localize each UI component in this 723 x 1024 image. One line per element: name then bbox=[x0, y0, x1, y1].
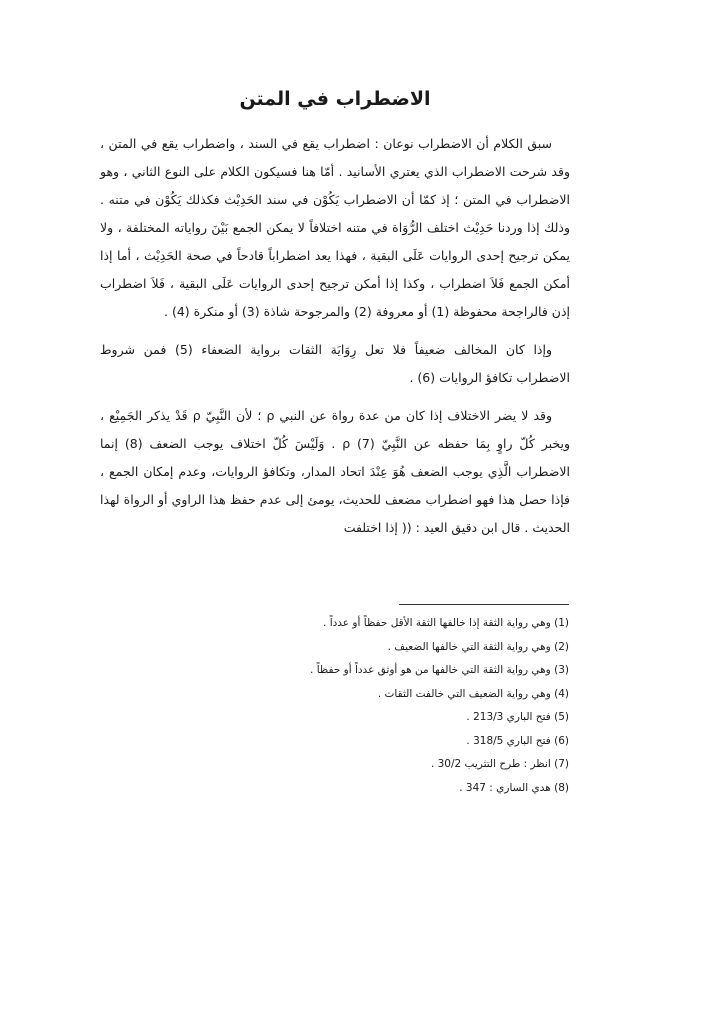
paragraph-2: وإذا كان المخالف ضعيفاً فلا تعل رِوَايَة الثقات برواية الضعفاء (5) فمن شروط الاضطراب تكافؤ الروايات (6) . bbox=[100, 342, 570, 385]
footnote-2: (2) وهي رواية الثقة التي خالفها الضعيف . bbox=[387, 640, 569, 653]
footnote-3: (3) وهي رواية الثقة التي خالفها من هو أوثق عدداً أو حفظاً . bbox=[310, 664, 569, 676]
footnote-8: (8) هدي الساري : 347 . bbox=[459, 781, 569, 794]
paragraph-1: سبق الكلام أن الاضطراب نوعان : اضطراب يقع في السند ، واضطراب يقع في المتن ، وقد شرحت الاضطراب الذي يعتري الأسانيد . أمّا هنا فسيكون الكلام على النوع الثاني ، وهو الاضطراب في المتن ؛ إذ كمّا أن الاضطراب يَكُوْن في سند الحَدِيْث فكذلك يَكُوْن في متنه . وذلك إذا وردنا حَدِيْث اختلف الرُّوَاة في متنه اختلافاً لا يمكن الجمع بَيْنَ رواياته المختلفة ، ولا يمكن ترجيح إحدى الروايات عَلَى البقية ، فهذا يعد اضطراباً قادحاً في صحة الحَدِيْث ، أما إذا أمكن الجمع فَلاَ اضطراب ، وكذا إذا أمكن ترجيح إحدى الروايات عَلَى البقية ، فَلاَ اضطراب إذن فالراجحة محفوظة (1) أو معروفة (2) والمرجوحة شاذة (3) أو منكرة (4) . bbox=[100, 136, 570, 319]
page-title: الاضطراب في المتن bbox=[239, 88, 431, 110]
footnote-divider bbox=[399, 604, 569, 605]
footnote-1: (1) وهي رواية الثقة إذا خالفها الثقة الأقل حفظاً أو عدداً . bbox=[323, 617, 569, 629]
footnotes bbox=[149, 612, 569, 800]
footnote-6: (6) فتح الباري 318/5 . bbox=[466, 734, 569, 747]
footnote-4: (4) وهي رواية الضعيف التي خالفت الثقات . bbox=[377, 687, 569, 700]
document-body bbox=[100, 84, 570, 552]
footnote-5: (5) فتح الباري 213/3 . bbox=[466, 711, 569, 723]
paragraph-3: وقد لا يضر الاختلاف إذا كان من عدة رواة عن النبي ρ ؛ لأن النَّبِيّ ρ قَدْ يذكر الجَمِيْع ، ويخبر كُلّ راوٍ بِمَا حفظه عن النَّبِيّ ρ (7) . وَلَيْسَ كُلّ اختلاف يوجب الضعف (8) إنما الاضطراب الَّذِي يوجب الضعف هُوَ عِنْدَ اتحاد المدار، وتكافؤ الروايات، وعدم إمكان الجمع ، فإذا حصل هذا فهو اضطراب مضعف للحديث، يومئ إلى عدم حفظ هذا الراوي أو الرواة لهذا الحديث . قال ابن دقيق العيد : (( إذا اختلفت bbox=[100, 408, 570, 535]
footnote-7: (7) انظر : طرح التثريب 30/2 . bbox=[430, 758, 569, 770]
